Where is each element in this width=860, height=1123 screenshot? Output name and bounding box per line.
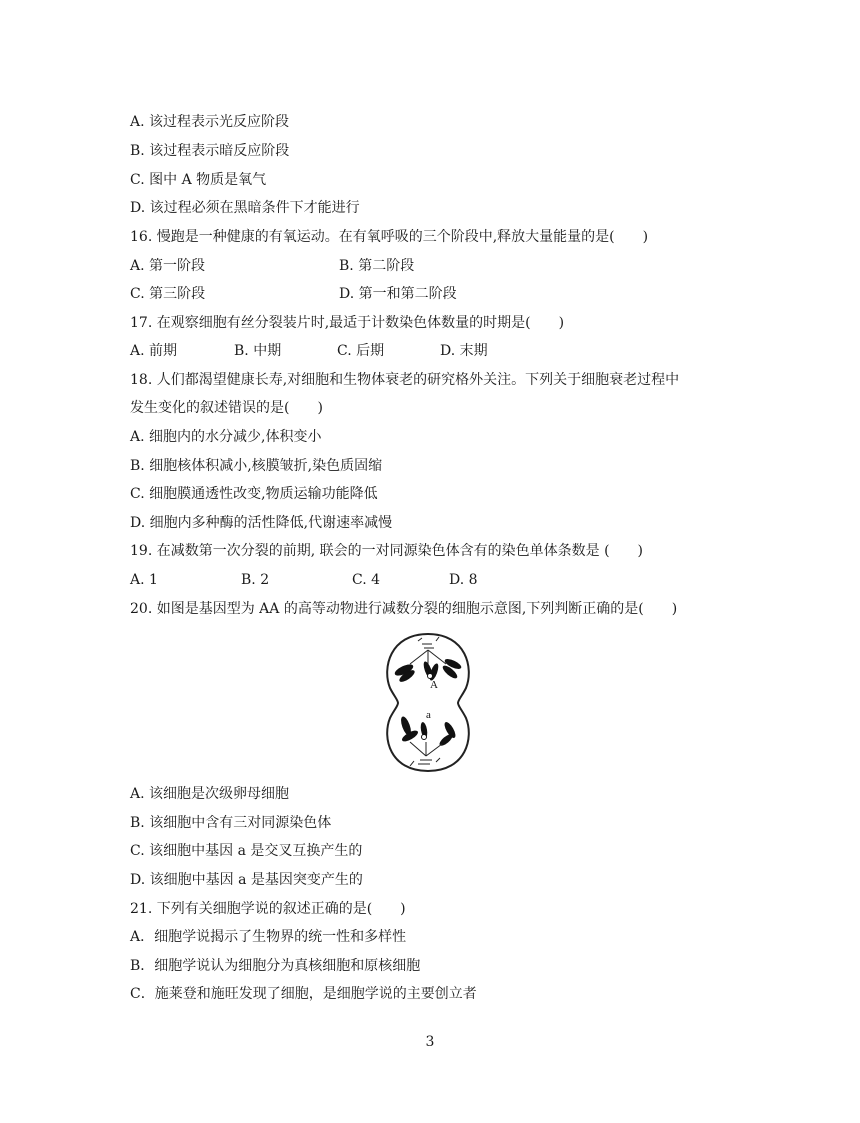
q16-option-c: C. 第三阶段 xyxy=(130,286,206,302)
q17-option-a: A. 前期 xyxy=(130,343,178,359)
q18-stem-line2: 发生变化的叙述错误的是( ) xyxy=(130,400,323,416)
q19-option-b: B. 2 xyxy=(241,572,270,588)
q21-stem: 21. 下列有关细胞学说的叙述正确的是( ) xyxy=(130,901,406,917)
q21-option-b: B．细胞学说认为细胞分为真核细胞和原核细胞 xyxy=(130,958,421,974)
q17-option-b: B. 中期 xyxy=(234,343,282,359)
q16-stem: 16. 慢跑是一种健康的有氧运动。在有氧呼吸的三个阶段中,释放大量能量的是( ) xyxy=(130,229,649,245)
q16-option-d: D. 第一和第二阶段 xyxy=(339,286,457,302)
q20-stem: 20. 如图是基因型为 AA 的高等动物进行减数分裂的细胞示意图,下列判断正确的是( ) xyxy=(130,601,678,617)
q19-option-a: A. 1 xyxy=(130,572,158,588)
q16-option-b: B. 第二阶段 xyxy=(339,258,415,274)
q18-option-b: B. 细胞核体积减小,核膜皱折,染色质固缩 xyxy=(130,458,383,474)
q17-option-c: C. 后期 xyxy=(337,343,385,359)
q21-option-a: A．细胞学说揭示了生物界的统一性和多样性 xyxy=(130,929,407,945)
q15-option-b: B. 该过程表示暗反应阶段 xyxy=(130,143,290,159)
q17-stem: 17. 在观察细胞有丝分裂装片时,最适于计数染色体数量的时期是( ) xyxy=(130,315,565,331)
page-number: 3 xyxy=(425,1034,435,1050)
q19-stem: 19. 在减数第一次分裂的前期, 联会的一对同源染色体含有的染色单体条数是 ( ) xyxy=(130,543,643,559)
q21-option-c: C．施莱登和施旺发现了细胞，是细胞学说的主要创立者 xyxy=(130,986,477,1002)
q18-option-d: D. 细胞内多种酶的活性降低,代谢速率减慢 xyxy=(130,515,393,531)
meiosis-cell-figure xyxy=(380,630,476,775)
q19-option-c: C. 4 xyxy=(352,572,381,588)
q16-option-a: A. 第一阶段 xyxy=(130,258,206,274)
q19-option-d: D. 8 xyxy=(449,572,478,588)
q20-option-b: B. 该细胞中含有三对同源染色体 xyxy=(130,815,332,831)
q15-option-c: C. 图中 A 物质是氧气 xyxy=(130,172,267,188)
q18-stem-line1: 18. 人们都渴望健康长寿,对细胞和生物体衰老的研究格外关注。下列关于细胞衰老过程中 xyxy=(130,372,680,388)
q18-option-c: C. 细胞膜通透性改变,物质运输功能降低 xyxy=(130,486,378,502)
gene-label-A: A xyxy=(430,679,438,691)
q20-option-d: D. 该细胞中基因 a 是基因突变产生的 xyxy=(130,872,363,888)
gene-label-a: a xyxy=(426,709,431,721)
q15-option-a: A. 该过程表示光反应阶段 xyxy=(130,114,290,130)
upper-centromere xyxy=(428,674,433,679)
meiosis-cell-diagram xyxy=(380,630,476,775)
q18-option-a: A. 细胞内的水分减少,体积变小 xyxy=(130,429,322,445)
q20-option-a: A. 该细胞是次级卵母细胞 xyxy=(130,786,290,802)
q15-option-d: D. 该过程必须在黑暗条件下才能进行 xyxy=(130,200,360,216)
lower-spindle xyxy=(410,742,442,766)
q20-option-c: C. 该细胞中基因 a 是交叉互换产生的 xyxy=(130,843,363,859)
q17-option-d: D. 末期 xyxy=(440,343,488,359)
lower-centromere xyxy=(422,735,427,740)
